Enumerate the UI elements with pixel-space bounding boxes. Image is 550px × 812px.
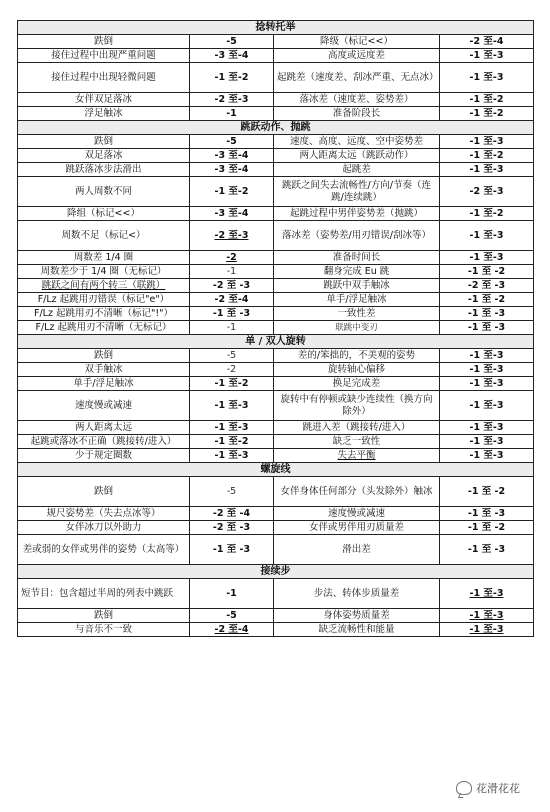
deduction-value-cell: -1 至 -3 xyxy=(440,507,534,521)
error-description-cell: 高度或远度差 xyxy=(274,49,440,63)
deduction-value-cell: -1 至-3 xyxy=(440,49,534,63)
table-row xyxy=(18,535,534,565)
table-row xyxy=(18,349,534,363)
deduction-value-cell: -1 至-2 xyxy=(190,435,274,449)
deduction-value-cell: -1 xyxy=(190,265,274,279)
table-row xyxy=(18,63,534,93)
error-description-cell: 跳进入差（跳接转/进入） xyxy=(274,421,440,435)
error-description-cell: 联跳中变刃 xyxy=(274,321,440,335)
deduction-value-cell: -1 xyxy=(190,321,274,335)
error-description-cell: 缺乏一致性 xyxy=(274,435,440,449)
error-description-cell: 起跳差 xyxy=(274,163,440,177)
deduction-value-cell: -1 至-3 xyxy=(440,377,534,391)
table-row xyxy=(18,93,534,107)
error-description-cell: 女伴身体任何部分（头发除外）触冰 xyxy=(274,477,440,507)
error-description-cell: 短节目：包含超过半周的列表中跳跃 xyxy=(18,579,190,609)
table-row xyxy=(18,307,534,321)
error-description-cell: 周数不足（标记<） xyxy=(18,221,190,251)
deduction-value-cell xyxy=(440,623,534,637)
deduction-value-cell: -5 xyxy=(190,477,274,507)
section-title: 捻转托举 xyxy=(18,21,534,35)
table-row xyxy=(18,507,534,521)
table-row xyxy=(18,391,534,421)
deduction-value-cell: -1 xyxy=(190,107,274,121)
table-row xyxy=(18,163,534,177)
table-row xyxy=(18,135,534,149)
section-header-row xyxy=(18,121,534,135)
deduction-value-cell: -3 至-4 xyxy=(190,207,274,221)
error-description-cell: 落冰差（速度差、姿势差） xyxy=(274,93,440,107)
deduction-value-cell: -2 至-3 xyxy=(190,93,274,107)
error-description-cell: 速度慢或减速 xyxy=(274,507,440,521)
section-title: 接续步 xyxy=(18,565,534,579)
deduction-value-cell: -1 至-3 xyxy=(440,135,534,149)
deduction-value-cell: -1 至-3 xyxy=(190,391,274,421)
deduction-value-cell: -1 至 -3 xyxy=(190,535,274,565)
deduction-value-cell: -1 至-3 xyxy=(440,391,534,421)
error-description-cell: 与音乐不一致 xyxy=(18,623,190,637)
error-description-cell: 一致性差 xyxy=(274,307,440,321)
error-description-cell: 规尺姿势差（失去点冰等） xyxy=(18,507,190,521)
error-description-cell: 起跳差（速度差、刮冰严重、无点冰） xyxy=(274,63,440,93)
table-row xyxy=(18,477,534,507)
error-description-cell: 双手触冰 xyxy=(18,363,190,377)
section-header-row xyxy=(18,463,534,477)
table-row xyxy=(18,221,534,251)
deduction-value-cell: -2 至-4 xyxy=(440,35,534,49)
underlined-text: -1 至-3 xyxy=(469,609,504,621)
deductions-table-sheet xyxy=(17,20,533,637)
deduction-value-cell: -2 xyxy=(190,363,274,377)
table-row xyxy=(18,293,534,307)
error-description-cell xyxy=(18,279,190,293)
deduction-value-cell: -5 xyxy=(190,135,274,149)
table-row xyxy=(18,251,534,265)
error-description-cell: F/Lz 起跳用刃错误（标记"e"） xyxy=(18,293,190,307)
deduction-value-cell: -5 xyxy=(190,609,274,623)
table-row xyxy=(18,35,534,49)
table-row xyxy=(18,377,534,391)
error-description-cell: 女伴冰刀以外助力 xyxy=(18,521,190,535)
deduction-value-cell: -2 至 -3 xyxy=(190,279,274,293)
underlined-text: -1 至-3 xyxy=(469,623,504,635)
error-description-cell: 少于规定圈数 xyxy=(18,449,190,463)
deduction-value-cell: -5 xyxy=(190,35,274,49)
table-row xyxy=(18,363,534,377)
deduction-value-cell: -1 至 -3 xyxy=(440,535,534,565)
error-description-cell: 女伴或男伴用刃质量差 xyxy=(274,521,440,535)
deduction-value-cell: -1 至 -2 xyxy=(440,477,534,507)
deduction-value-cell: -1 至-2 xyxy=(440,207,534,221)
underlined-text: 失去平衡 xyxy=(337,449,376,461)
underlined-text: -2 至-3 xyxy=(214,229,249,241)
error-description-cell: 起跳过程中男伴姿势差（抛跳） xyxy=(274,207,440,221)
section-header-row xyxy=(18,21,534,35)
error-description-cell: 步法、转体步质量差 xyxy=(274,579,440,609)
error-description-cell: 旋转中有停顿或缺少连续性（换方向除外） xyxy=(274,391,440,421)
deduction-value-cell: -1 至-2 xyxy=(440,93,534,107)
section-header-row xyxy=(18,565,534,579)
table-row xyxy=(18,321,534,335)
error-description-cell: 接住过程中出现轻微问题 xyxy=(18,63,190,93)
error-description-cell: 跌倒 xyxy=(18,609,190,623)
deduction-value-cell xyxy=(440,579,534,609)
table-row xyxy=(18,149,534,163)
deductions-table xyxy=(17,20,534,637)
error-description-cell: 差或弱的女伴或男伴的姿势（太高等） xyxy=(18,535,190,565)
error-description-cell: 翻身完成 Eu 跳 xyxy=(274,265,440,279)
deduction-value-cell: -3 至-4 xyxy=(190,149,274,163)
deduction-value-cell: -1 至 -2 xyxy=(440,265,534,279)
error-description-cell: 接住过程中出现严重问题 xyxy=(18,49,190,63)
table-row xyxy=(18,265,534,279)
deduction-value-cell: -5 xyxy=(190,349,274,363)
error-description-cell: 速度、高度、远度、空中姿势差 xyxy=(274,135,440,149)
deduction-value-cell: -1 至 -3 xyxy=(190,307,274,321)
deduction-value-cell: -1 至-3 xyxy=(440,349,534,363)
error-description-cell: 跳跃落冰步法滑出 xyxy=(18,163,190,177)
deduction-value-cell: -1 至-2 xyxy=(190,377,274,391)
table-body xyxy=(18,21,534,637)
table-row xyxy=(18,521,534,535)
deduction-value-cell: -1 至-2 xyxy=(440,149,534,163)
error-description-cell: 女伴双足落冰 xyxy=(18,93,190,107)
table-row xyxy=(18,107,534,121)
error-description-cell: 跳跃中双手触冰 xyxy=(274,279,440,293)
table-row xyxy=(18,421,534,435)
deduction-value-cell: -2 至 -4 xyxy=(190,507,274,521)
deduction-value-cell: -2 至 -3 xyxy=(440,279,534,293)
table-row xyxy=(18,609,534,623)
underlined-text: -2 xyxy=(226,251,237,263)
error-description-cell: 周数差少于 1/4 圈（无标记） xyxy=(18,265,190,279)
deduction-value-cell: -1 至-3 xyxy=(190,421,274,435)
error-description-cell: 两人距离太远 xyxy=(18,421,190,435)
deduction-value-cell: -1 至-3 xyxy=(440,421,534,435)
table-row xyxy=(18,449,534,463)
error-description-cell: 滑出差 xyxy=(274,535,440,565)
deduction-value-cell: -1 至-3 xyxy=(440,363,534,377)
table-row xyxy=(18,279,534,293)
deduction-value-cell: -1 至-3 xyxy=(440,435,534,449)
error-description-cell: 跌倒 xyxy=(18,477,190,507)
section-title: 跳跃动作、抛跳 xyxy=(18,121,534,135)
table-row xyxy=(18,435,534,449)
error-description-cell: 两人周数不同 xyxy=(18,177,190,207)
deduction-value-cell: -1 至 -2 xyxy=(440,293,534,307)
error-description-cell: 换足完成差 xyxy=(274,377,440,391)
deduction-value-cell: -1 至 -3 xyxy=(440,307,534,321)
error-description-cell: 单手/浮足触冰 xyxy=(274,293,440,307)
deduction-value-cell: -3 至-4 xyxy=(190,163,274,177)
wechat-icon xyxy=(456,781,472,795)
error-description-cell: 两人距离太远（跳跃动作） xyxy=(274,149,440,163)
error-description-cell: 身体姿势质量差 xyxy=(274,609,440,623)
deduction-value-cell: -1 xyxy=(190,579,274,609)
deduction-value-cell: -2 至-4 xyxy=(190,293,274,307)
table-row xyxy=(18,49,534,63)
deduction-value-cell: -1 至-3 xyxy=(440,449,534,463)
error-description-cell: F/Lz 起跳用刃不清晰（无标记） xyxy=(18,321,190,335)
error-description-cell: 跌倒 xyxy=(18,135,190,149)
watermark xyxy=(456,780,520,796)
deduction-value-cell: -1 至-3 xyxy=(440,251,534,265)
error-description-cell: 周数差 1/4 圈 xyxy=(18,251,190,265)
deduction-value-cell: -2 至 -3 xyxy=(190,521,274,535)
table-row xyxy=(18,207,534,221)
section-title: 螺旋线 xyxy=(18,463,534,477)
error-description-cell: 跌倒 xyxy=(18,35,190,49)
error-description-cell: 跌倒 xyxy=(18,349,190,363)
deduction-value-cell: -1 至-2 xyxy=(440,107,534,121)
watermark-text: 花滑花花 xyxy=(476,782,520,795)
error-description-cell: 旋转轴心偏移 xyxy=(274,363,440,377)
deduction-value-cell: -1 至-3 xyxy=(440,63,534,93)
deduction-value-cell xyxy=(190,251,274,265)
error-description-cell: 准备阶段长 xyxy=(274,107,440,121)
error-description-cell: 准备时间长 xyxy=(274,251,440,265)
deduction-value-cell: -1 至 -2 xyxy=(440,521,534,535)
error-description-cell: 起跳或落冰不正确（跳接转/进入） xyxy=(18,435,190,449)
error-description-cell: 单手/浮足触冰 xyxy=(18,377,190,391)
error-description-cell: 跳跃之间失去流畅性/方向/节奏（连跳/连续跳） xyxy=(274,177,440,207)
error-description-cell: 双足落冰 xyxy=(18,149,190,163)
deduction-value-cell xyxy=(190,623,274,637)
error-description-cell: 浮足触冰 xyxy=(18,107,190,121)
error-description-cell: 缺乏流畅性和能量 xyxy=(274,623,440,637)
table-row xyxy=(18,623,534,637)
error-description-cell: 落冰差（姿势差/用刃错误/刮冰等） xyxy=(274,221,440,251)
error-description-cell xyxy=(274,449,440,463)
deduction-value-cell xyxy=(440,609,534,623)
deduction-value-cell: -2 至-3 xyxy=(440,177,534,207)
error-description-cell: 降级（标记<<） xyxy=(274,35,440,49)
underlined-text: 跳跃之间有两个转三（联跳） xyxy=(41,279,166,291)
deduction-value-cell: -1 至-2 xyxy=(190,177,274,207)
deduction-value-cell: -1 至-3 xyxy=(190,449,274,463)
deduction-value-cell: -1 至-2 xyxy=(190,63,274,93)
deduction-value-cell: -1 至-3 xyxy=(440,221,534,251)
deduction-value-cell: -1 至 -3 xyxy=(440,321,534,335)
error-description-cell: 速度慢或减速 xyxy=(18,391,190,421)
section-header-row xyxy=(18,335,534,349)
error-description-cell: F/Lz 起跳用刃不清晰（标记"!"） xyxy=(18,307,190,321)
section-title: 单 / 双人旋转 xyxy=(18,335,534,349)
error-description-cell: 降组（标记<<） xyxy=(18,207,190,221)
error-description-cell: 差的/笨拙的，不美观的姿势 xyxy=(274,349,440,363)
table-row xyxy=(18,579,534,609)
table-row xyxy=(18,177,534,207)
underlined-text: -2 至-4 xyxy=(214,623,249,635)
deduction-value-cell xyxy=(190,221,274,251)
underlined-text: -1 至-3 xyxy=(469,587,504,599)
deduction-value-cell: -3 至-4 xyxy=(190,49,274,63)
deduction-value-cell: -1 至-3 xyxy=(440,163,534,177)
